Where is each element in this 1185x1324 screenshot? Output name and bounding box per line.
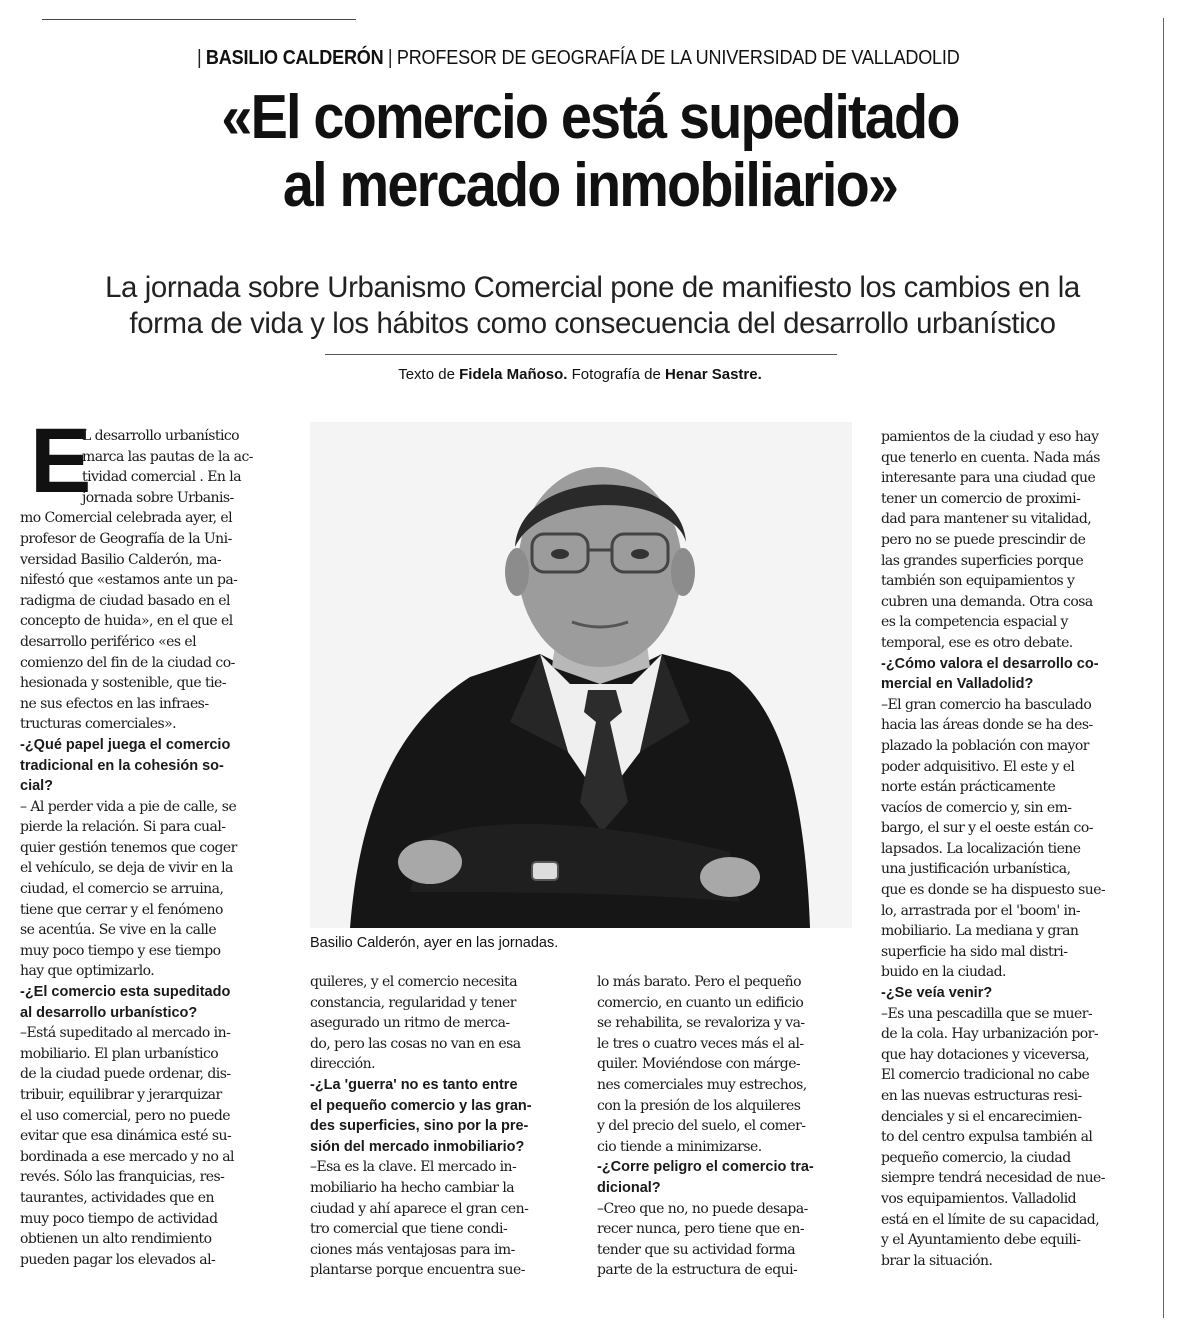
article-text-line: de la cola. Hay urbanización por- [881, 1026, 1098, 1043]
article-text-line: interesante para una ciudad que [881, 470, 1096, 487]
article-text-line: profesor de Geografía de la Uni- [20, 530, 232, 547]
article-text-line: bordinada a ese mercado y no al [20, 1148, 234, 1165]
article-text-line: marca las pautas de la ac- [82, 448, 253, 465]
interview-question-line: al desarrollo urbanístico? [20, 1004, 198, 1021]
article-text-line: tender que su actividad forma [597, 1241, 796, 1258]
article-text-line: tro comercial que tiene condi- [310, 1221, 508, 1238]
article-text-line: está en el límite de su capacidad, [881, 1211, 1100, 1228]
subheadline [30, 270, 1155, 342]
article-text-line: tructuras comerciales». [20, 716, 176, 733]
interviewee-name: BASILIO CALDERÓN [205, 46, 384, 69]
article-text-line: –Esa es la clave. El mercado in- [310, 1159, 517, 1176]
article-text-line: se acentúa. Se vive en la calle [20, 922, 217, 939]
article-text-line: tener un comercio de proximi- [881, 490, 1081, 507]
article-text-line: norte están prácticamente [881, 779, 1056, 796]
interview-question-line: mercial en Valladolid? [881, 676, 1034, 693]
article-text-line: bargo, el sur y el oeste están co- [881, 820, 1093, 837]
article-text-line: cubren una demanda. Otra cosa [881, 593, 1093, 610]
article-text-line: tiene que cerrar y el fenómeno [20, 901, 223, 918]
article-text-line: tividad comercial . En la [82, 469, 241, 486]
article-text-line: do, pero las cosas no van en esa [310, 1035, 521, 1052]
article-text-line: concepto de huida», en el que el [20, 613, 233, 630]
article-column-1 [20, 426, 290, 1270]
article-text-line: el vehículo, se deja de vivir en la [20, 860, 233, 877]
interview-question-line: dicional? [597, 1179, 661, 1196]
interview-question-line: -¿Se veía venir? [881, 985, 993, 1002]
kicker-divider: | [387, 46, 393, 69]
article-text-line: mo Comercial celebrada ayer, el [20, 510, 233, 527]
article-text-line: pamientos de la ciudad y eso hay [881, 429, 1099, 445]
article-text-line: mobiliario ha hecho cambiar la [310, 1179, 515, 1196]
article-text-line: constancia, regularidad y tener [310, 994, 516, 1011]
article-text-line: es la competencia espacial y [881, 614, 1068, 631]
article-text-line: –El gran comercio ha basculado [881, 696, 1092, 713]
article-text-line: plazado la población con mayor [881, 737, 1089, 754]
article-text-line: desarrollo periférico «es el [20, 633, 197, 650]
article-text-line: muy poco tiempo y ese tiempo [20, 942, 221, 959]
article-text-line: nes comerciales muy estrechos, [597, 1076, 807, 1093]
article-text-line: El comercio tradicional no cabe [881, 1067, 1090, 1084]
interview-question-line: -¿El comercio esta supeditado [20, 984, 231, 1001]
right-margin-rule [1163, 18, 1164, 1318]
article-text-line: le tres o cuatro veces más el al- [597, 1035, 804, 1052]
article-text-line: de la ciudad puede ordenar, dis- [20, 1066, 231, 1083]
subheadline-line-2: forma de vida y los hábitos como consecuencia del desarrollo urbanístico [129, 307, 1056, 340]
article-text-line: una justificación urbanística, [881, 861, 1071, 878]
article-text-line: que tenerlo en cuenta. Nada más [881, 449, 1100, 466]
article-column-4 [881, 427, 1149, 1271]
article-text-line: pero no se puede prescindir de [881, 531, 1086, 548]
article-text-line: también son equipamientos y [881, 573, 1075, 590]
interview-question-line: cial? [20, 778, 54, 795]
article-text-line: ciudad, el comercio se arruina, [20, 881, 224, 898]
byline-text-label: Texto de [398, 366, 455, 383]
article-text-line: –Creo que no, no puede desapa- [597, 1200, 808, 1217]
article-text-line: parte de la estructura de equi- [597, 1262, 798, 1279]
interview-question-line: -¿Qué papel juega el comercio [20, 736, 231, 753]
article-text-line: comercio, en cuanto un edificio [597, 994, 804, 1011]
drop-cap: E [30, 410, 92, 512]
article-text-line: en las nuevas estructuras resi- [881, 1088, 1082, 1104]
photo-caption: Basilio Calderón, ayer en las jornadas. [310, 935, 559, 951]
article-text-line: ne sus efectos en las infraes- [20, 695, 209, 712]
interview-question-line: tradicional en la cohesión so- [20, 757, 224, 774]
article-text-line: lo más barato. Pero el pequeño [597, 974, 801, 990]
article-text-line: dad para mantener su vitalidad, [881, 511, 1092, 528]
article-text-line: poder adquisitivo. El este y el [881, 758, 1075, 775]
article-text-line: taurantes, actividades que en [20, 1189, 214, 1206]
article-text-line: brar la situación. [881, 1252, 993, 1269]
article-text-line: lapsados. La localización tiene [881, 840, 1081, 857]
article-text-line: ciudad y ahí aparece el gran cen- [310, 1200, 529, 1217]
article-column-2 [310, 972, 572, 1281]
article-text-line: evitar que esa dinámica esté su- [20, 1128, 232, 1145]
article-text-line: comienzo del fin de la ciudad co- [20, 654, 235, 671]
subhead-rule [325, 354, 837, 355]
article-text-line: cio tiende a minimizarse. [597, 1138, 762, 1155]
article-text-line: mobiliario. La mediana y gran [881, 923, 1079, 940]
article-text-line: vos equipamientos. Valladolid [881, 1190, 1077, 1207]
article-text-line: nifestó que «estamos ante un pa- [20, 572, 238, 589]
article-text-line: to del centro expulsa también al [881, 1129, 1093, 1146]
article-text-line: revés. Sólo las franquicias, res- [20, 1169, 225, 1186]
article-text-line: pierde la relación. Si para cual- [20, 819, 226, 836]
byline-photo-label: Fotografía de [571, 366, 661, 383]
article-column-3 [597, 972, 857, 1281]
byline-photographer: Henar Sastre. [665, 366, 762, 383]
article-text-line: se rehabilita, se revaloriza y va- [597, 1015, 805, 1032]
article-text-line: –Es una pescadilla que se muer- [881, 1005, 1093, 1022]
article-text-line: que es donde se ha dispuesto sue- [881, 882, 1106, 899]
article-text-line: versidad Basilio Calderón, ma- [20, 551, 222, 568]
article-text-line: tribuir, equilibrar y jerarquizar [20, 1087, 222, 1103]
article-text-line: radigma de ciudad basado en el [20, 592, 230, 609]
byline [300, 365, 860, 385]
interview-question-line: -¿Cómo valora el desarrollo co- [881, 655, 1099, 672]
article-text-line: las grandes superficies porque [881, 552, 1084, 569]
article-text-line: obtienen un alto rendimiento [20, 1231, 212, 1248]
article-text-line: dirección. [310, 1056, 375, 1073]
article-text-line: con la presión de los alquileres [597, 1097, 801, 1114]
headline-line-2: al mercado inmobiliario» [282, 151, 898, 220]
article-text-line: pequeño comercio, la ciudad [881, 1149, 1071, 1166]
article-text-line: L desarrollo urbanístico [82, 428, 240, 444]
article-text-line: denciales y si el encarecimien- [881, 1108, 1082, 1125]
article-text-line: el uso comercial, pero no puede [20, 1107, 231, 1124]
article-text-line: – Al perder vida a pie de calle, se [20, 798, 237, 815]
article-text-line: superficie ha sido mal distri- [881, 943, 1068, 960]
article-text-line: muy poco tiempo de actividad [20, 1210, 218, 1227]
portrait-illustration [310, 422, 852, 928]
interviewee-role: PROFESOR DE GEOGRAFÍA DE LA UNIVERSIDAD DE VALLADOLID [396, 46, 960, 69]
article-text-line: –Está supeditado al mercado in- [20, 1025, 231, 1042]
article-text-line: mobiliario. El plan urbanístico [20, 1045, 219, 1062]
kicker [197, 44, 960, 72]
top-rule [42, 19, 356, 20]
article-text-line: hay que optimizarlo. [20, 963, 155, 980]
interview-question-line: -¿Corre peligro el comercio tra- [597, 1159, 814, 1176]
article-text-line: lo, arrastrada por el 'boom' in- [881, 902, 1081, 919]
interview-question-line: sión del mercado inmobiliario? [310, 1138, 525, 1155]
article-text-line: asegurado un ritmo de merca- [310, 1015, 510, 1032]
article-text-line: quier gestión tenemos que coger [20, 839, 237, 856]
interview-question-line: -¿La 'guerra' no es tanto entre [310, 1076, 518, 1093]
article-text-line: que hay dotaciones y viceversa, [881, 1046, 1090, 1063]
article-text-line: ciones más ventajosas para im- [310, 1241, 515, 1258]
headline [60, 84, 1120, 220]
article-text-line: buido en la ciudad. [881, 964, 1006, 981]
article-text-line: recer nunca, pero tiene que en- [597, 1221, 805, 1238]
article-text-line: y el Ayuntamiento debe equili- [881, 1232, 1081, 1249]
article-text-line: siempre tendrá necesidad de nue- [881, 1170, 1105, 1187]
article-text-line: plantarse porque encuentra sue- [310, 1262, 525, 1279]
article-text-line: quiler. Moviéndose con márge- [597, 1056, 801, 1073]
article-text-line: jornada sobre Urbanis- [82, 489, 234, 506]
article-text-line: hacia las áreas donde se ha des- [881, 717, 1093, 734]
article-text-line: y del precio del suelo, el comer- [597, 1118, 806, 1135]
interview-question-line: des superficies, sino por la pre- [310, 1118, 529, 1135]
article-text-line: temporal, ese es otro debate. [881, 634, 1073, 651]
article-text-line: hesionada y sostenible, que tie- [20, 675, 226, 692]
interview-question-line: el pequeño comercio y las gran- [310, 1097, 532, 1114]
article-text-line: quileres, y el comercio necesita [310, 974, 518, 990]
kicker-divider: | [197, 46, 202, 69]
article-text-line: pueden pagar los elevados al- [20, 1251, 216, 1268]
headline-line-1: «El comercio está supeditado [221, 83, 959, 152]
subheadline-line-1: La jornada sobre Urbanismo Comercial pone de manifiesto los cambios en la [105, 271, 1080, 304]
portrait-photo [310, 422, 852, 928]
article-text-line: vacíos de comercio y, sin em- [881, 799, 1072, 816]
byline-author: Fidela Mañoso. [459, 366, 568, 383]
